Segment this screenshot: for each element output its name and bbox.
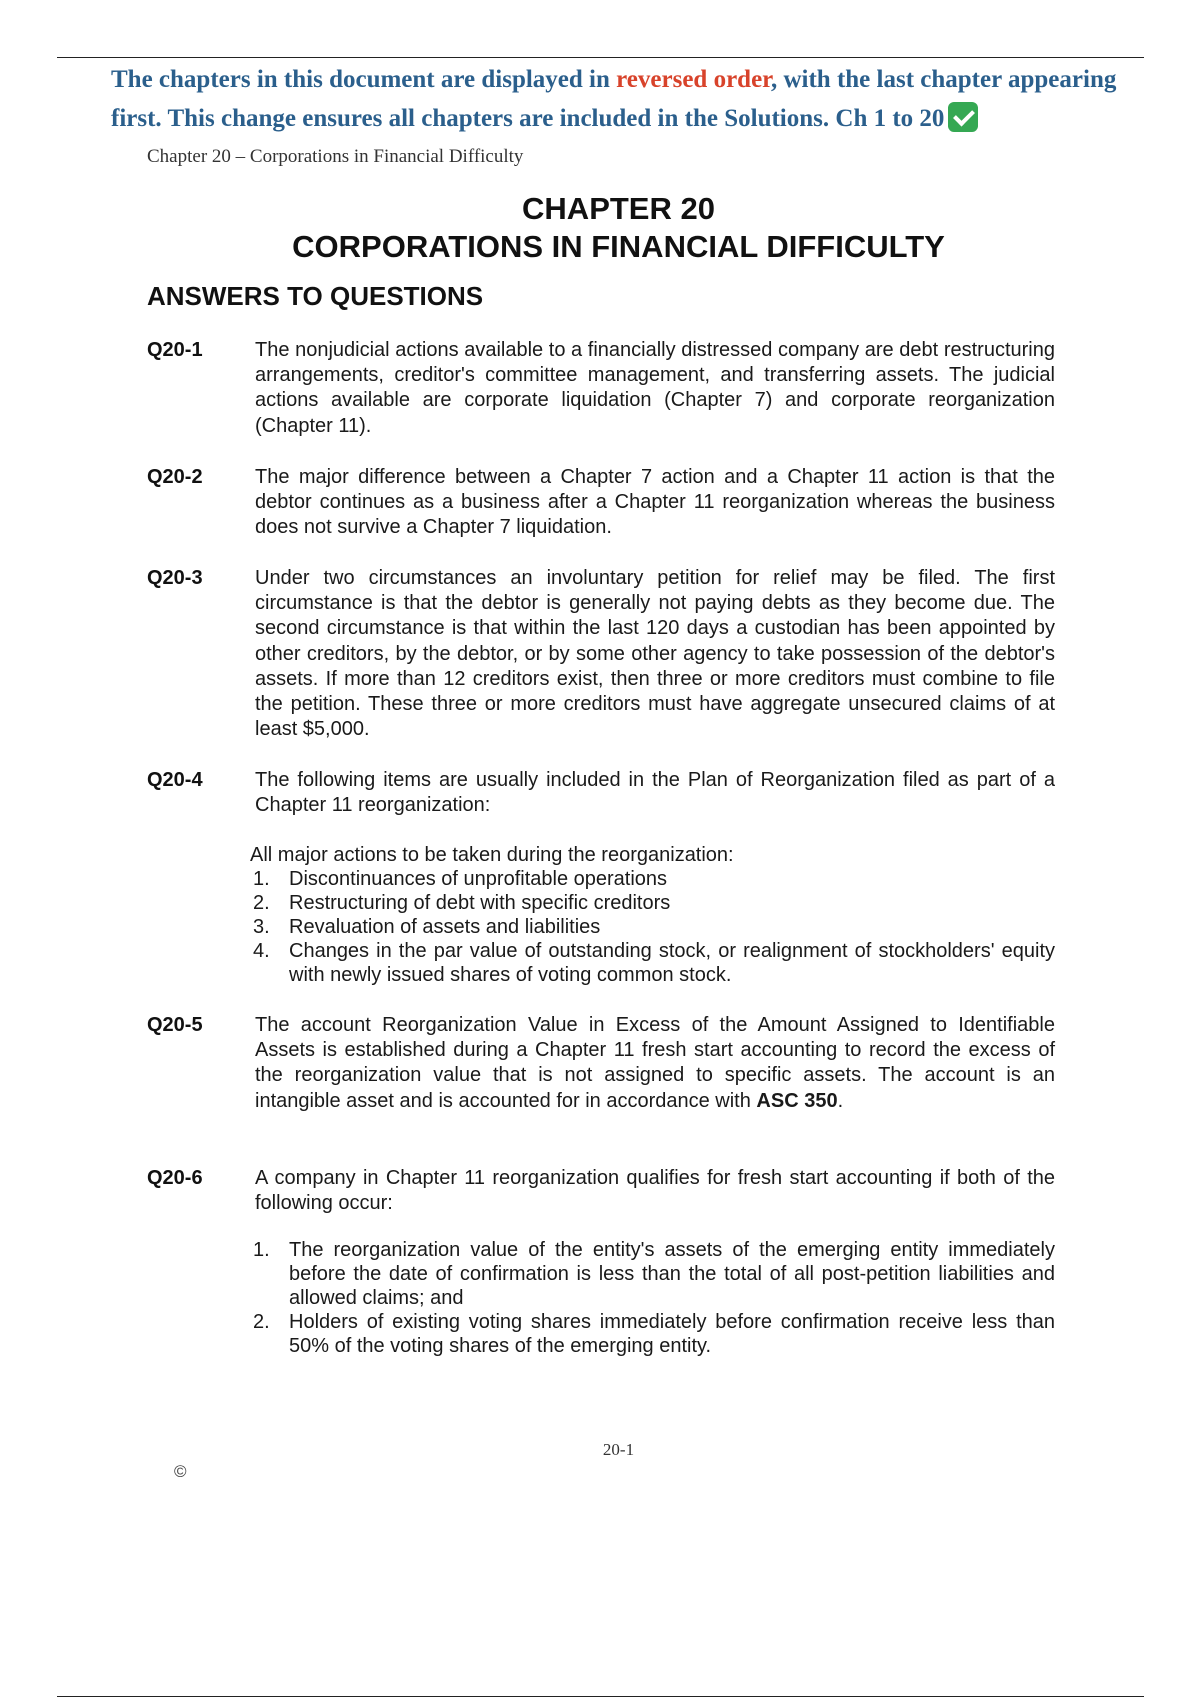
list-item: [250, 939, 1055, 987]
asc-reference: ASC 350: [756, 1089, 838, 1112]
question-label: Q20-4: [147, 769, 203, 791]
plan-items-list: [250, 867, 1055, 987]
banner-text-part2: , with the last chapter appearing first. This change ensures all chapters are included in the Solutions. Ch 1 to 20: [111, 66, 1117, 132]
list-item: [250, 867, 1055, 891]
criteria-list: [250, 1238, 1055, 1358]
top-rule: [57, 57, 1144, 58]
chapter-number: CHAPTER 20: [522, 191, 715, 226]
page-number: 20-1: [602, 1440, 635, 1459]
answer-text: The nonjudicial actions available to a financially distressed company are debt restructuring arrangements, creditor's committee management, and transferring assets. The judicial actions available are corporate liquidation (Chapter 7) and corporate reorganization (Chapter 11).: [255, 339, 1055, 437]
list-item-text: Restructuring of debt with specific creditors: [289, 892, 671, 914]
list-number: 4.: [253, 940, 270, 962]
list-item-text: Holders of existing voting shares immediately before confirmation receive less than 50% of the voting shares of the emerging entity.: [289, 1311, 1055, 1357]
list-item-text: Revaluation of assets and liabilities: [289, 916, 601, 938]
answer-text: The following items are usually included in the Plan of Reorganization filed as part of a Chapter 11 reorganization:: [255, 769, 1055, 817]
answer-text: The major difference between a Chapter 7 action and a Chapter 11 action is that the debtor continues as a business after a Chapter 11 reorganization whereas the business does not survive a Chapter 7 liquidation.: [255, 466, 1055, 539]
list-item-text: Changes in the par value of outstanding stock, or realignment of stockholders' equity with newly issued shares of voting common stock.: [289, 940, 1055, 986]
copyright-symbol: ©: [174, 1462, 187, 1481]
section-title: ANSWERS TO QUESTIONS: [147, 281, 484, 311]
list-number: 3.: [253, 916, 270, 938]
banner-highlight: reversed order: [616, 66, 771, 93]
list-item: [250, 891, 1055, 915]
bottom-rule: [57, 1696, 1144, 1697]
question-label: Q20-5: [147, 1014, 203, 1036]
list-number: 2.: [253, 1311, 270, 1333]
list-item-text: Discontinuances of unprofitable operations: [289, 868, 668, 890]
chapter-title: CORPORATIONS IN FINANCIAL DIFFICULTY: [292, 229, 945, 264]
question-label: Q20-6: [147, 1167, 203, 1189]
notice-banner: [111, 60, 1151, 138]
list-item: [250, 1310, 1055, 1358]
list-item: [250, 915, 1055, 939]
answer-text: A company in Chapter 11 reorganization qualifies for fresh start accounting if both of the following occur:: [255, 1167, 1055, 1215]
answer-text: [255, 1013, 1055, 1114]
list-item: [250, 1238, 1055, 1310]
list-intro: All major actions to be taken during the reorganization:: [250, 844, 734, 866]
list-number: 2.: [253, 892, 270, 914]
answer-text: Under two circumstances an involuntary petition for relief may be filed. The first circumstance is that the debtor is generally not paying debts as they become due. The second circumstance is that within the last 120 days a custodian has been appointed by other creditors, by the debtor, or by some other agency to take possession of the debtor's assets. If more than 12 creditors exist, then three or more creditors must combine to file the petition. These three or more creditors must have aggregate unsecured claims of at least $5,000.: [255, 567, 1055, 741]
banner-text-part1: The chapters in this document are displayed in: [111, 66, 617, 93]
question-label: Q20-2: [147, 466, 203, 488]
running-head: Chapter 20 – Corporations in Financial Difficulty: [147, 146, 524, 167]
question-label: Q20-3: [147, 567, 203, 589]
list-item-text: The reorganization value of the entity's assets of the emerging entity immediately before the date of confirmation is less than the total of all post-petition liabilities and allowed claims; and: [289, 1239, 1055, 1309]
question-label: Q20-1: [147, 339, 203, 361]
answer-text-body: The account Reorganization Value in Excess of the Amount Assigned to Identifiable Assets is established during a Chapter 11 fresh start accounting to record the excess of the reorganization value that is not assigned to specific assets. The account is an intangible asset and is accounted for in accordance with: [255, 1014, 1055, 1112]
list-number: 1.: [253, 1239, 270, 1261]
check-mark-icon: [948, 102, 978, 132]
list-number: 1.: [253, 868, 270, 890]
answer-text-tail: .: [837, 1089, 844, 1112]
